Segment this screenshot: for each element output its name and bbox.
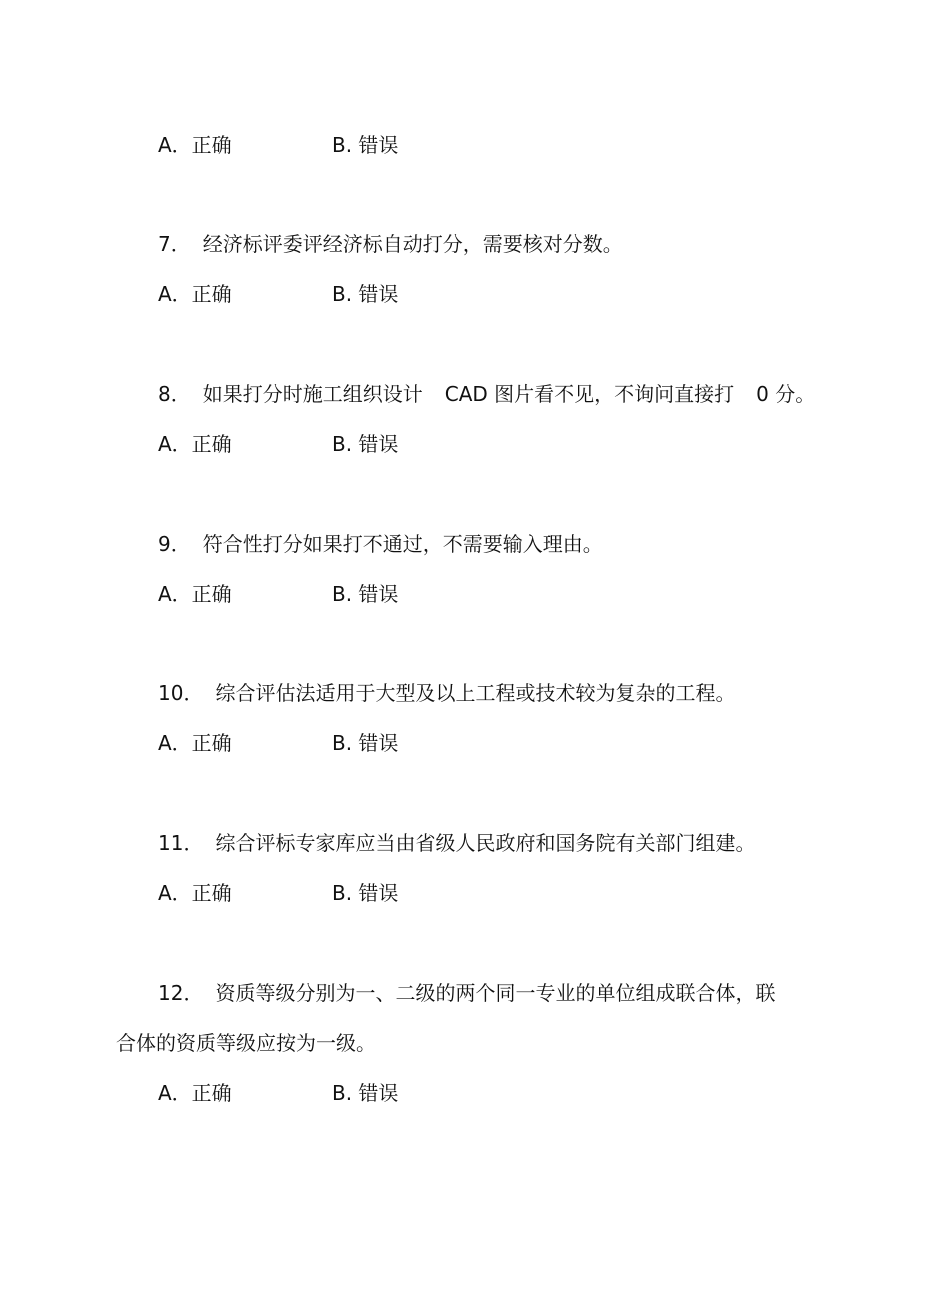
question-text: 综合评标专家库应当由省级人民政府和国务院有关部门组建。 [215, 831, 756, 855]
question-text: 综合评估法适用于大型及以上工程或技术较为复杂的工程。 [215, 681, 736, 705]
option-a: A．正确 [158, 432, 232, 456]
question-text-part2: CAD 图片看不见，不询问直接打 [444, 382, 735, 406]
option-b: B. 错误 [332, 881, 399, 905]
option-a: A．正确 [158, 582, 232, 606]
option-b: B. 错误 [332, 282, 399, 306]
option-b: B. 错误 [332, 582, 399, 606]
question-text-part1: 如果打分时施工组织设计 [202, 382, 423, 406]
question-11 [158, 830, 755, 856]
question-text: 符合性打分如果打不通过，不需要输入理由。 [202, 532, 603, 556]
option-a: A．正确 [158, 731, 232, 755]
question-12 [158, 980, 775, 1006]
question-12-continuation: 合体的资质等级应按为一级。 [116, 1031, 376, 1055]
option-a: A．正确 [158, 282, 232, 306]
question-number: 11． [158, 831, 204, 855]
option-a: A．正确 [158, 881, 232, 905]
question-number: 8． [158, 382, 191, 406]
question-text: 经济标评委评经济标自动打分，需要核对分数。 [202, 232, 623, 256]
option-b: B. 错误 [332, 1081, 399, 1105]
question-number: 7． [158, 232, 191, 256]
question-9 [158, 531, 603, 557]
question-text: 资质等级分别为一、二级的两个同一专业的单位组成联合体，联 [215, 981, 776, 1005]
option-a: A．正确 [158, 133, 232, 157]
question-number: 12． [158, 981, 204, 1005]
question-7 [158, 231, 623, 257]
question-number: 9． [158, 532, 191, 556]
option-a: A．正确 [158, 1081, 232, 1105]
option-b: B. 错误 [332, 731, 399, 755]
question-text-part3: 0 分。 [756, 382, 816, 406]
question-10 [158, 680, 735, 706]
question-8 [158, 381, 815, 407]
option-b: B. 错误 [332, 432, 399, 456]
option-b: B. 错误 [332, 133, 399, 157]
question-number: 10． [158, 681, 204, 705]
